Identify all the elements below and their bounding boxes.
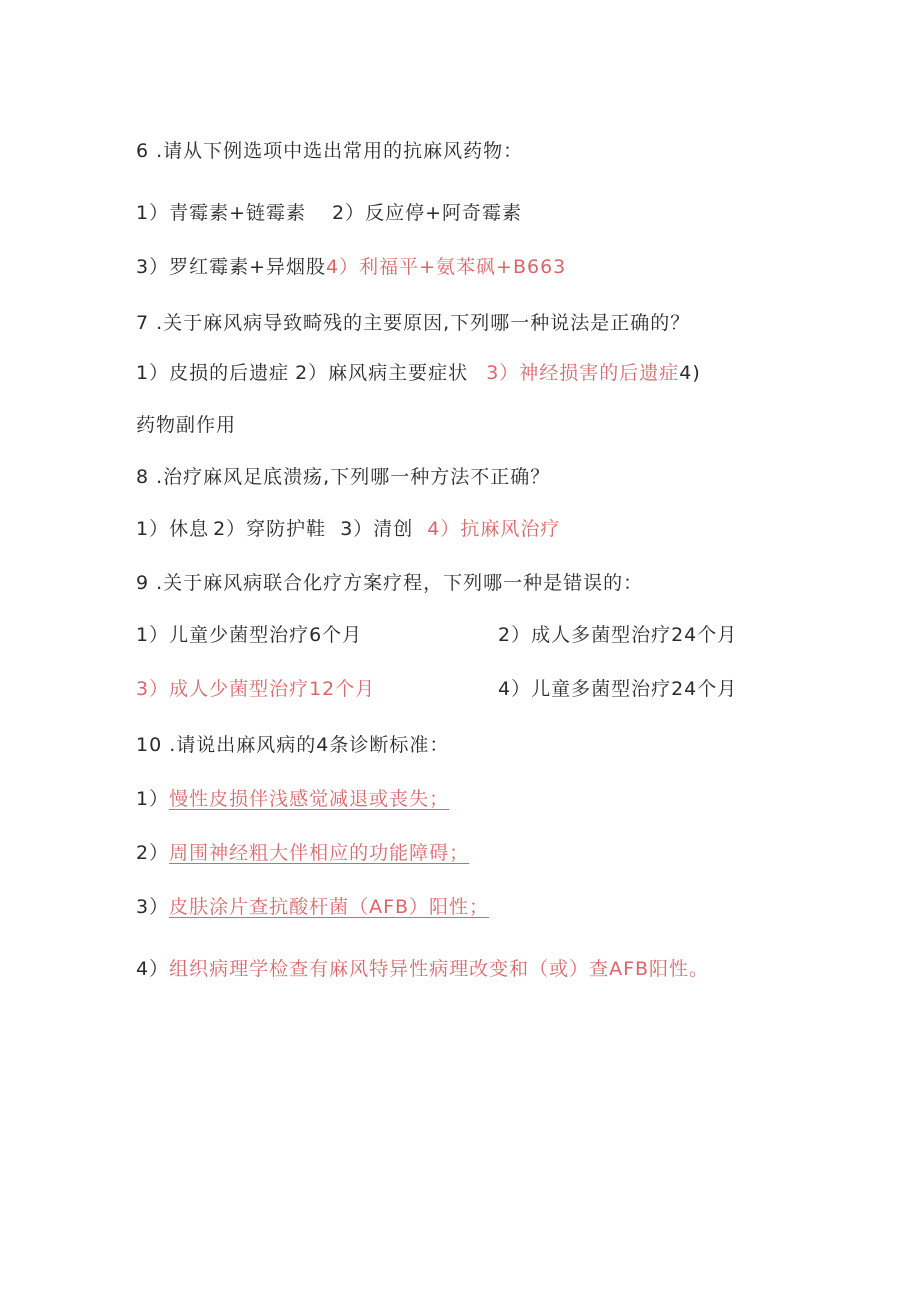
q10-criterion-2-text: 周围神经粗大伴相应的功能障碍； bbox=[169, 842, 470, 864]
q6-option-3: 3）罗红霉素+异烟股 bbox=[136, 256, 327, 278]
q9-option-4: 4）儿童多菌型治疗24个月 bbox=[498, 678, 738, 700]
q10-criterion-3-text: 皮肤涂片查抗酸杆菌（AFB）阳性； bbox=[169, 896, 490, 918]
q8-question: 8 .治疗麻风足底溃疡,下列哪一种方法不正确？ bbox=[136, 466, 551, 488]
q10-criterion-3-number: 3） bbox=[136, 896, 170, 918]
q6-option-2: 2）反应停+阿奇霉素 bbox=[332, 202, 523, 224]
q7-option-2: 2）麻风病主要症状 bbox=[295, 362, 469, 384]
q10-criterion-3 bbox=[136, 894, 495, 920]
q8-option-3: 3）清创 bbox=[340, 518, 414, 540]
q10-criterion-2 bbox=[136, 840, 475, 866]
q10-criterion-4 bbox=[136, 956, 709, 982]
q10-criterion-2-number: 2） bbox=[136, 842, 170, 864]
q7-option-1: 1）皮损的后遗症 bbox=[136, 362, 290, 384]
q9-question: 9 .关于麻风病联合化疗方案疗程，下列哪一种是错误的： bbox=[136, 572, 644, 594]
q7-option-3-answer: 3）神经损害的后遗症 bbox=[486, 362, 680, 384]
q10-criterion-4-text: 组织病理学检查有麻风特异性病理改变和（或）查AFB阳性。 bbox=[169, 958, 710, 980]
q10-criterion-4-number: 4） bbox=[136, 958, 170, 980]
q6-options-row2 bbox=[136, 254, 566, 280]
q8-option-4-answer: 4）抗麻风治疗 bbox=[427, 518, 561, 540]
q10-criterion-1-text: 慢性皮损伴浅感觉减退或丧失； bbox=[169, 788, 450, 810]
q10-criterion-1 bbox=[136, 786, 455, 812]
q6-question: 6 .请从下例选项中选出常用的抗麻风药物： bbox=[136, 140, 524, 162]
q8-option-1: 1）休息 bbox=[136, 518, 210, 540]
q6-option-4-answer: 4）利福平+氨苯砜+B663 bbox=[326, 256, 567, 278]
q6-option-1: 1）青霉素+链霉素 bbox=[136, 202, 307, 224]
q9-option-2: 2）成人多菌型治疗24个月 bbox=[498, 624, 738, 646]
q10-criterion-1-number: 1） bbox=[136, 788, 170, 810]
q9-option-3-answer: 3）成人少菌型治疗12个月 bbox=[136, 678, 376, 700]
q7-options-row1 bbox=[136, 360, 701, 386]
q7-option-4-text: 药物副作用 bbox=[136, 414, 237, 436]
q9-option-1: 1）儿童少菌型治疗6个月 bbox=[136, 624, 363, 646]
q6-options-row1 bbox=[136, 200, 522, 226]
q8-option-2: 2）穿防护鞋 bbox=[213, 518, 327, 540]
q7-question: 7 .关于麻风病导致畸残的主要原因,下列哪一种说法是正确的？ bbox=[136, 312, 691, 334]
q10-question: 10 .请说出麻风病的4条诊断标准： bbox=[136, 734, 450, 756]
q8-options-row bbox=[136, 516, 560, 542]
q7-option-4-prefix: 4) bbox=[679, 362, 701, 384]
